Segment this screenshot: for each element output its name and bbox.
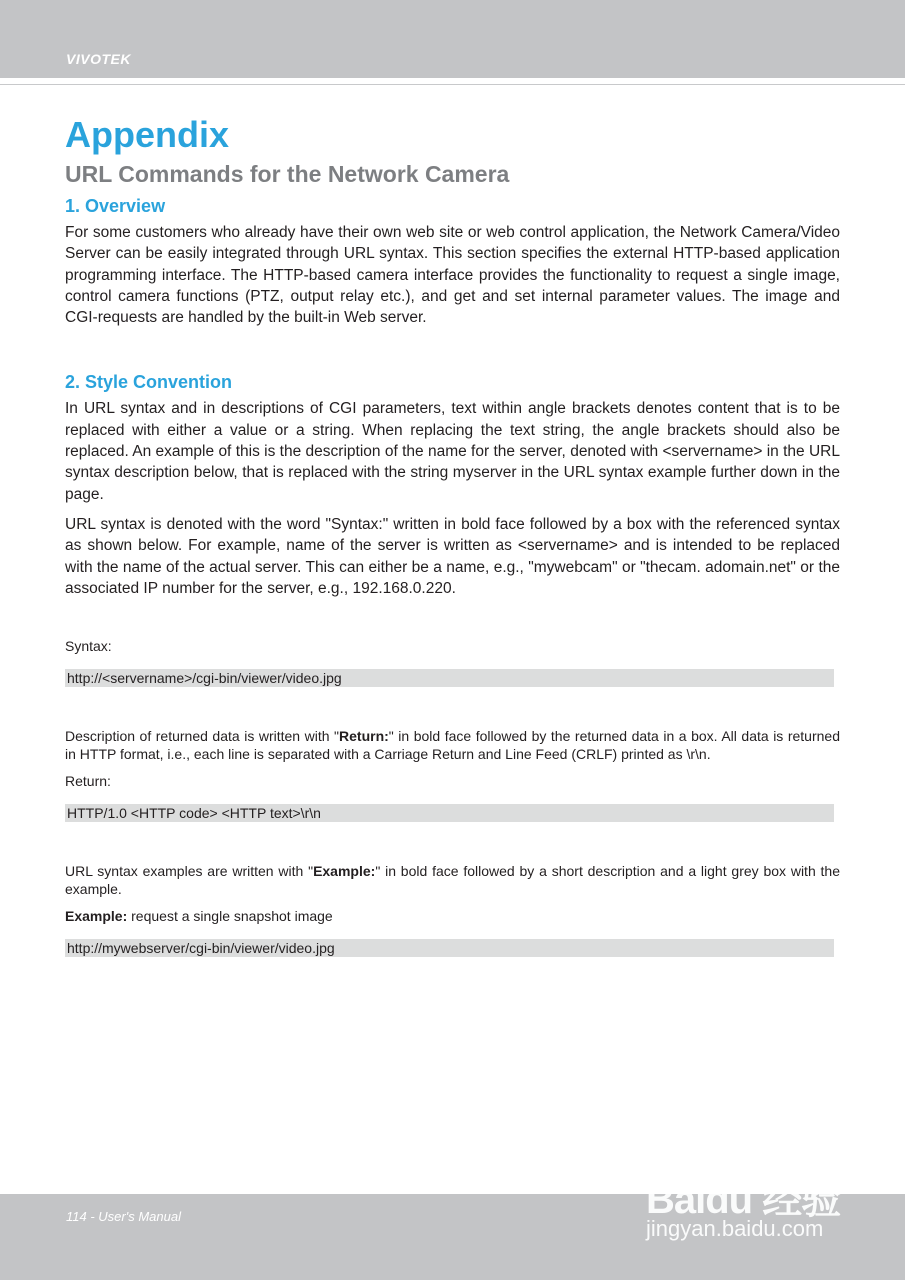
watermark-url: jingyan.baidu.com	[646, 1216, 824, 1241]
watermark	[640, 1150, 870, 1250]
page-number: 114 - User's Manual	[66, 1209, 181, 1224]
syntax-label: Syntax:	[65, 638, 112, 655]
style-convention-paragraph-2: URL syntax is denoted with the word "Syntax:" written in bold face followed by a box with the referenced syntax as shown below. For example, name of the server is written as <servername> and is intended to be replaced with the name of the actual server. This can either be a name, e.g., "mywebcam" or "thecam. adomain.net" or the associated IP number for the server, e.g., 192.168.0.220.	[65, 515, 840, 597]
brand-logo: VIVOTEK	[66, 51, 131, 67]
section-heading-style-convention: 2. Style Convention	[65, 372, 233, 393]
return-desc-text: Description of returned data is written with "	[65, 728, 340, 745]
example-desc-text-end: " in bold face followed by a short description and a light grey box with the example.	[65, 863, 840, 898]
style-convention-paragraph-1: In URL syntax and in descriptions of CGI parameters, text within angle brackets denotes content that is to be replaced with either a value or a string. When replacing the text string, the angle brackets should also be replaced. An example of this is the description of the name for the server, denoted with <servername> in the URL syntax description below, that is replaced with the string myserver in the URL syntax example further down in the page.	[65, 400, 840, 503]
header-bar	[0, 0, 905, 78]
section-heading-overview: 1. Overview	[65, 196, 166, 216]
example-desc-text: URL syntax examples are written with "	[65, 863, 314, 880]
return-label: Return:	[65, 773, 111, 790]
page-title: Appendix	[65, 114, 230, 155]
return-code-box: HTTP/1.0 <HTTP code> <HTTP text>\r\n	[65, 804, 834, 822]
return-description	[65, 727, 840, 763]
example-description	[65, 862, 840, 898]
watermark-logo: Baidu 经验	[646, 1178, 841, 1222]
example-desc-bold: Example:	[313, 863, 376, 880]
syntax-code-box: http://<servername>/cgi-bin/viewer/video.jpg	[65, 669, 834, 687]
page-content	[65, 112, 840, 957]
return-desc-bold: Return:	[339, 728, 389, 745]
overview-paragraph: For some customers who already have their own web site or web control application, the Network Camera/Video Server can be easily integrated through URL syntax. This section specifies the external HTTP-based application programming interface. The HTTP-based camera interface provides the functionality to request a single image, control camera functions (PTZ, output relay etc.), and get and set internal parameter values. The image and CGI-requests are handled by the built-in Web server.	[65, 224, 840, 327]
example-line	[65, 907, 840, 925]
example-label: Example:	[65, 908, 128, 925]
example-label-text: request a single snapshot image	[127, 908, 333, 925]
example-code-box: http://mywebserver/cgi-bin/viewer/video.jpg	[65, 939, 834, 957]
return-desc-text-end: " in bold face followed by the returned data in a box. All data is returned in HTTP format, i.e., each line is separated with a Carriage Return and Line Feed (CRLF) printed as \r\n.	[65, 728, 840, 763]
header-divider	[0, 84, 905, 85]
page-subtitle: URL Commands for the Network Camera	[65, 161, 510, 187]
